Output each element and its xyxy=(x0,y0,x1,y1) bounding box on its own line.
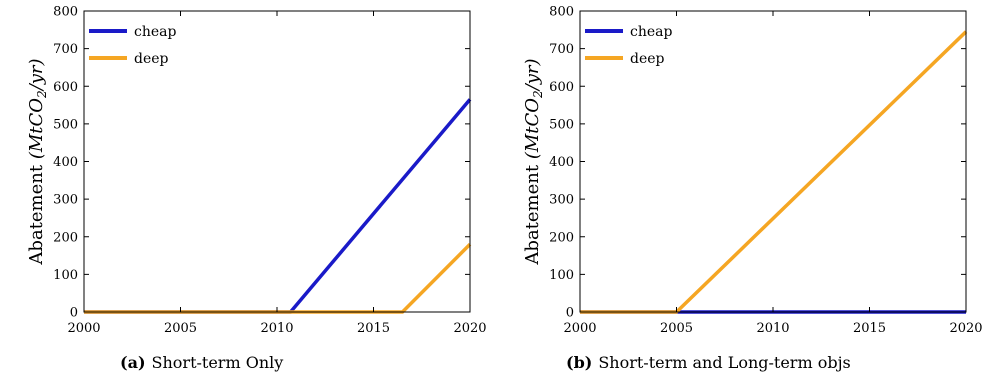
legend-label-deep: deep xyxy=(630,51,665,67)
x-tick-label: 2005 xyxy=(163,321,198,336)
y-tick-label: 500 xyxy=(53,117,78,133)
y-tick-label: 200 xyxy=(549,230,574,246)
y-tick-label: 0 xyxy=(565,305,574,321)
caption-text-a: Short-term Only xyxy=(151,353,284,372)
chart-panel-b xyxy=(496,0,991,388)
x-tick-label: 2010 xyxy=(260,321,294,336)
y-tick-label: 800 xyxy=(549,4,574,20)
caption-tag-b: (b) xyxy=(566,353,593,372)
y-tick-label: 700 xyxy=(549,42,574,58)
legend-label-cheap: cheap xyxy=(134,24,177,40)
y-axis-label: Abatement (MtCO$_2$/yr) xyxy=(522,58,545,265)
y-axis-label: Abatement (MtCO$_2$/yr) xyxy=(26,58,49,265)
chart-b xyxy=(496,0,991,345)
series-line-deep xyxy=(84,244,470,312)
x-tick-label: 2015 xyxy=(356,321,391,336)
x-tick-label: 2020 xyxy=(453,321,487,336)
legend-label-cheap: cheap xyxy=(630,24,673,40)
y-tick-label: 700 xyxy=(53,42,78,58)
y-tick-label: 300 xyxy=(549,192,574,208)
x-tick-label: 2010 xyxy=(756,321,790,336)
y-tick-label: 400 xyxy=(549,155,574,170)
chart-a xyxy=(0,0,496,345)
x-tick-label: 2000 xyxy=(67,321,101,336)
series-line-cheap xyxy=(84,99,470,312)
y-tick-label: 400 xyxy=(53,155,78,170)
x-tick-label: 2005 xyxy=(659,321,694,336)
caption-tag-a: (a) xyxy=(120,353,146,372)
y-tick-label: 200 xyxy=(53,230,78,246)
y-tick-label: 100 xyxy=(549,267,574,283)
x-tick-label: 2015 xyxy=(852,321,887,336)
y-tick-label: 600 xyxy=(53,79,78,95)
y-tick-label: 800 xyxy=(53,4,78,20)
y-tick-label: 500 xyxy=(549,117,574,133)
caption-text-b: Short-term and Long-term objs xyxy=(598,353,851,372)
y-tick-label: 100 xyxy=(53,267,78,283)
series-line-deep xyxy=(580,32,966,312)
y-tick-label: 0 xyxy=(69,305,78,321)
x-tick-label: 2000 xyxy=(563,321,597,336)
y-tick-label: 600 xyxy=(549,79,574,95)
y-tick-label: 300 xyxy=(53,192,78,208)
legend-label-deep: deep xyxy=(134,51,169,67)
caption-a xyxy=(120,353,283,372)
x-tick-label: 2020 xyxy=(949,321,983,336)
caption-b xyxy=(566,353,851,372)
